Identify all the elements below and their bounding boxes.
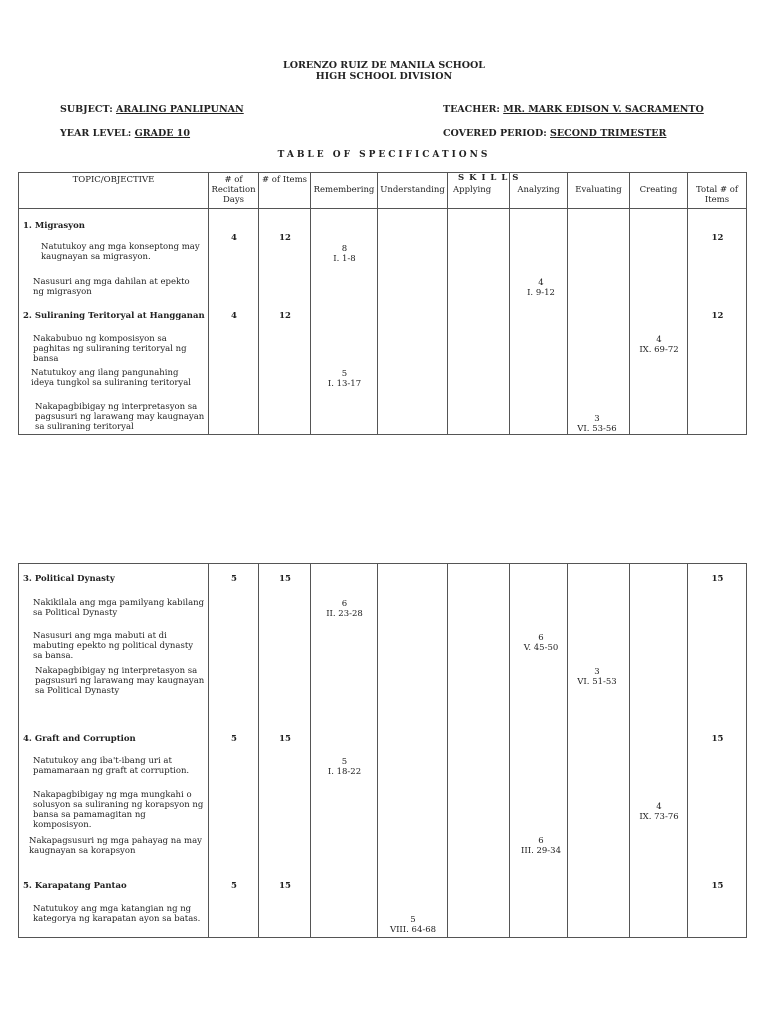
objective: Nakapagbibigay ng interpretasyon sa pagsusuri ng larawang may kaugnayan sa Political Dynasty xyxy=(35,666,205,696)
col-evaluating: Evaluating xyxy=(568,173,630,209)
total-cell xyxy=(688,209,747,435)
col-analyzing: Analyzing xyxy=(510,173,568,209)
objective: Natutukoy ang iba't-ibang uri at pamamaraan ng graft at corruption. xyxy=(33,756,190,776)
item-range: V. 45-50 xyxy=(523,643,559,653)
teacher-value: MR. MARK EDISON V. SACRAMENTO xyxy=(503,104,704,115)
year-line xyxy=(60,128,190,139)
days-cell xyxy=(209,564,259,938)
item-count: 3 xyxy=(594,667,600,677)
subject-line xyxy=(60,104,244,115)
analyzing-cell xyxy=(510,209,568,435)
items-value: 15 xyxy=(279,881,291,891)
objective: Nakabubuo ng komposisyon sa paghitas ng suliraning teritoryal ng bansa xyxy=(33,334,187,364)
understanding-cell xyxy=(378,209,448,435)
objective: Nakapagbibigay ng mga mungkahi o solusyon sa suliraning ng korapsyon ng bansa sa pamamagitan ng komposisyon. xyxy=(33,790,204,830)
items-cell xyxy=(259,564,311,938)
applying-cell xyxy=(448,564,510,938)
col-creating: Creating xyxy=(630,173,688,209)
total-cell xyxy=(688,564,747,938)
days-value: 4 xyxy=(231,311,237,321)
days-value: 5 xyxy=(231,734,237,744)
topic-title: 5. Karapatang Pantao xyxy=(23,881,127,891)
objective: Natutukoy ang ilang pangunahing ideya tungkol sa suliraning teritoryal xyxy=(31,368,192,388)
evaluating-cell xyxy=(568,209,630,435)
item-range: I. 18-22 xyxy=(327,767,362,777)
year-label: YEAR LEVEL: xyxy=(60,128,132,139)
total-value: 12 xyxy=(711,311,724,321)
topic-title: 3. Political Dynasty xyxy=(23,574,115,584)
year-value: GRADE 10 xyxy=(134,128,191,139)
items-value: 12 xyxy=(279,233,291,243)
topic-title: 4. Graft and Corruption xyxy=(23,734,136,744)
col-total: Total # of Items xyxy=(688,173,747,209)
teacher-label: TEACHER: xyxy=(443,104,500,115)
col-remembering: Remembering xyxy=(311,173,378,209)
school-name: LORENZO RUIZ DE MANILA SCHOOL xyxy=(283,60,485,71)
item-count: 4 xyxy=(656,802,662,812)
item-count: 5 xyxy=(410,915,416,925)
table-row xyxy=(19,209,747,435)
item-range: II. 23-28 xyxy=(326,609,363,619)
item-count: 6 xyxy=(538,633,544,643)
applying-label: Applying xyxy=(453,185,492,195)
objective: Natutukoy ang mga konseptong may kaugnayan sa migrasyon. xyxy=(41,242,200,262)
tos-title: TABLE OF SPECIFICATIONS xyxy=(277,150,491,160)
item-range: I. 13-17 xyxy=(327,379,362,389)
item-count: 4 xyxy=(538,278,544,288)
objective: Nasusuri ang mga dahilan at epekto ng migrasyon xyxy=(33,277,190,297)
topic-cell xyxy=(19,564,209,938)
table-header-row xyxy=(19,173,747,209)
topic-title: 2. Suliraning Teritoryal at Hangganan xyxy=(23,311,205,321)
item-range: IX. 73-76 xyxy=(639,812,679,822)
items-value: 12 xyxy=(279,311,291,321)
item-range: IX. 69-72 xyxy=(639,345,679,355)
objective: Nasusuri ang mga mabuti at di mabuting epekto ng political dynasty sa bansa. xyxy=(33,631,194,661)
days-value: 4 xyxy=(231,233,237,243)
skills-heading: S K I L L S xyxy=(458,173,520,183)
col-applying xyxy=(448,173,520,209)
item-count: 4 xyxy=(656,335,662,345)
objective: Nakapagbibigay ng interpretasyon sa pagsusuri ng larawang may kaugnayan sa suliraning teritoryal xyxy=(35,402,205,432)
period-value: SECOND TRIMESTER xyxy=(550,128,667,139)
topic-cell xyxy=(19,209,209,435)
total-value: 12 xyxy=(711,233,724,243)
items-value: 15 xyxy=(279,574,291,584)
item-range: I. 9-12 xyxy=(527,288,555,298)
creating-cell xyxy=(630,209,688,435)
col-understanding: Understanding xyxy=(378,173,448,209)
creating-cell xyxy=(630,564,688,938)
table-row xyxy=(19,564,747,938)
total-value: 15 xyxy=(711,881,724,891)
item-range: VIII. 64-68 xyxy=(389,925,437,935)
objective: Natutukoy ang mga katangian ng ng kategorya ng karapatan ayon sa batas. xyxy=(33,904,201,924)
item-range: I. 1-8 xyxy=(333,254,356,264)
items-cell xyxy=(259,209,311,435)
applying-cell xyxy=(448,209,510,435)
total-value: 15 xyxy=(711,574,724,584)
tos-table-top xyxy=(18,172,747,435)
days-value: 5 xyxy=(231,881,237,891)
item-range: III. 29-34 xyxy=(521,846,561,856)
col-topic: TOPIC/OBJECTIVE xyxy=(19,173,209,209)
item-count: 6 xyxy=(538,836,544,846)
topic-title: 1. Migrasyon xyxy=(23,221,85,231)
understanding-cell xyxy=(378,564,448,938)
remembering-cell xyxy=(311,564,378,938)
days-cell xyxy=(209,209,259,435)
evaluating-cell xyxy=(568,564,630,938)
col-days: # of Recitation Days xyxy=(209,173,259,209)
total-value: 15 xyxy=(711,734,724,744)
tos-table-bottom xyxy=(18,563,747,938)
remembering-cell xyxy=(311,209,378,435)
teacher-line xyxy=(443,104,704,115)
objective: Nakapagsusuri ng mga pahayag na may kaugnayan sa korapsyon xyxy=(29,836,202,856)
col-items: # of Items xyxy=(259,173,311,209)
subject-value: ARALING PANLIPUNAN xyxy=(116,104,244,115)
period-line xyxy=(443,128,666,139)
item-range: VI. 53-56 xyxy=(577,424,617,434)
analyzing-cell xyxy=(510,564,568,938)
item-count: 5 xyxy=(341,757,348,767)
item-count: 6 xyxy=(341,599,348,609)
item-range: VI. 51-53 xyxy=(577,677,617,687)
school-header xyxy=(0,60,768,82)
days-value: 5 xyxy=(231,574,237,584)
item-count: 3 xyxy=(594,414,600,424)
item-count: 5 xyxy=(341,369,348,379)
period-label: COVERED PERIOD: xyxy=(443,128,547,139)
division-name: HIGH SCHOOL DIVISION xyxy=(315,71,453,82)
subject-label: SUBJECT: xyxy=(60,104,113,115)
items-value: 15 xyxy=(279,734,291,744)
item-count: 8 xyxy=(341,244,348,254)
objective: Nakikilala ang mga pamilyang kabilang sa Political Dynasty xyxy=(33,598,205,618)
